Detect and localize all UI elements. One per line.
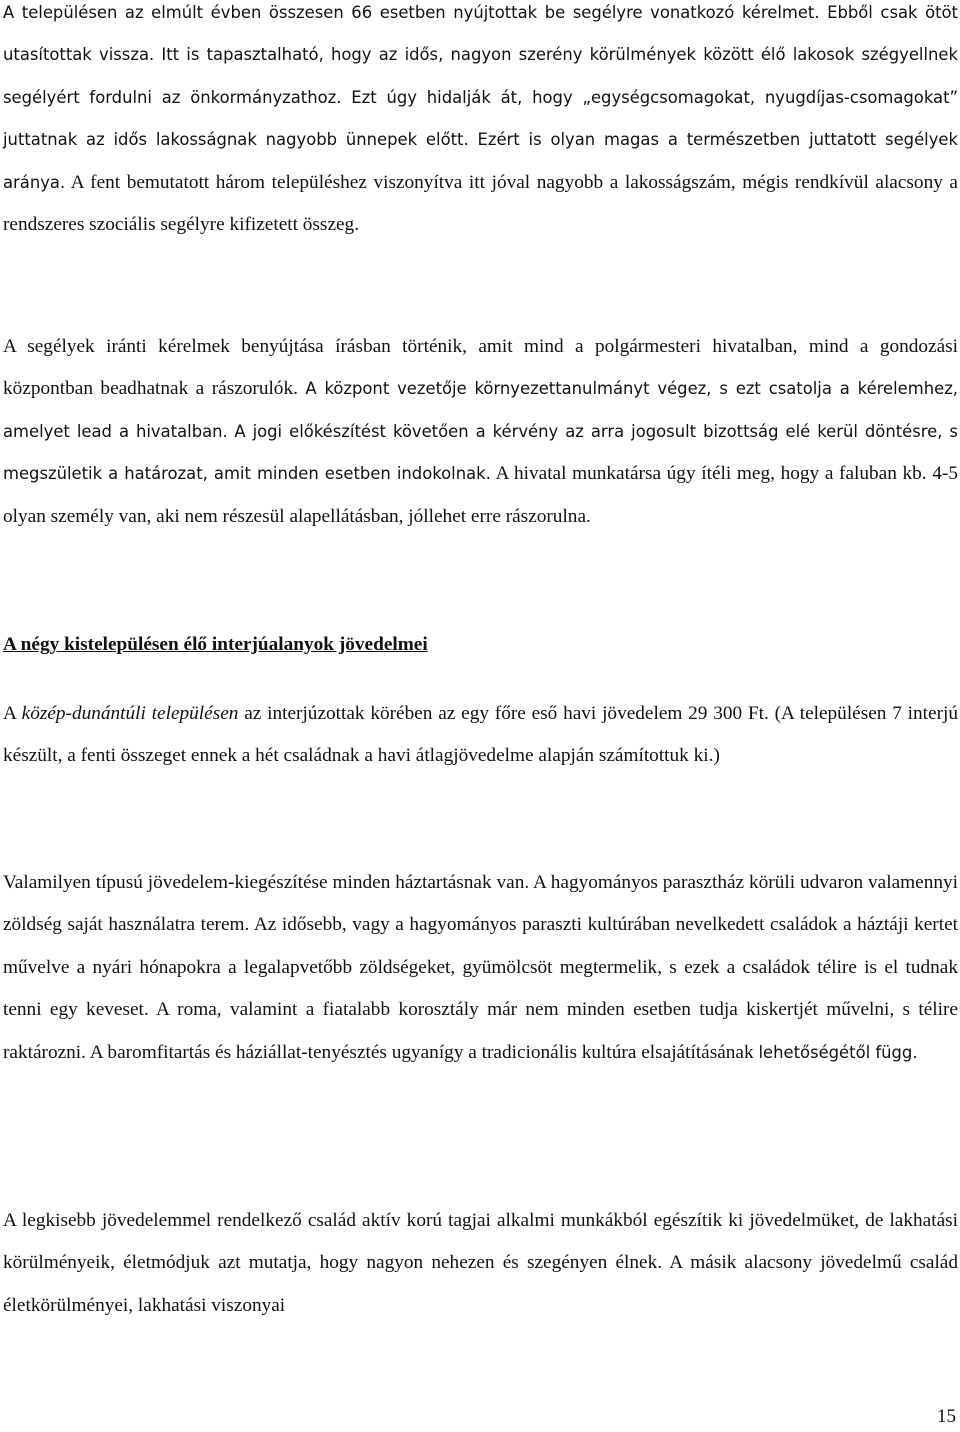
paragraph-kerelem-menete [3,326,958,538]
paragraph-kerelem-menete-a: A segélyek iránti kérelmek benyújtása írásban történik, amit mind a polgármesteri hivatalban, mind a gondozási központban beadhatnak a rászorulók. [3,336,958,400]
page-number: 15 [937,1406,956,1427]
paragraph-jovedelem-kiegeszites-c: Az idősebb, vagy a hagyományos paraszti kultúrában nevelkedett családok a háztáji kertet művelve a nyári hónapokra a legalapvetőbb zöldségeket, gyümölcsöt megtermelik, s ezek a családok télire is el tudnak tenni egy keveset. [3,914,958,1021]
paragraph-kerelem-menete-b: A központ vezetője környezettanulmányt végez, s ezt csatolja a kérelemhez, amelyet lead a hivatalban. [3,379,959,441]
paragraph-segely-kerelmek-text: A településen az elmúlt évben összesen 66 esetben nyújtottak be segélyre vonatkozó kérelmet. Ebből csak ötöt utasítottak vissza. Itt is tapasztalható, hogy az idős, nagyon szerény körülmények között élő lakosok szégyellnek segélyért fordulni az önkormányzathoz. Ezt úgy hidalják át, hogy „egységcsomagokat, nyugdíjas-csomagokat” juttatnak az idős lakosságnak nagyobb ünnepek előtt. Ezért is olyan magas a természetben juttatott segélyek aránya. [3,3,958,192]
paragraph-legkisebb-jovedelem: A legkisebb jövedelemmel rendelkező család aktív korú tagjai alkalmi munkákból egészítik ki jövedelmüket, de lakhatási körülményeik, életmódjuk azt mutatja, hogy nagyon nehezen és szegényen élnek. A másik alacsony jövedelmű család életkörülményei, lakhatási viszonyai [3,1210,958,1316]
paragraph-jovedelem-kiegeszites-e: A baromfitartás és háziállat-tenyésztés ugyanígy a tradicionális kultúra elsajátításának [89,1041,754,1063]
paragraph-kozep-dunantuli [3,693,958,778]
paragraph-kerelem-menete-c: A jogi előkészítést követően a kérvény az arra jogosult bizottság elé kerül döntésre, s megszületik a határozat, amit minden esetben indokolnak. [3,421,958,484]
paragraph-jovedelem-kiegeszites-a: Valamilyen típusú jövedelem-kiegészítése minden háztartásnak van. [3,872,530,893]
paragraph-kerelem-menete-d: A hivatal munkatársa úgy ítéli meg, hogy a faluban kb. 4-5 olyan személy van, aki nem részesül alapellátásban, jóllehet erre rászorulna. [3,463,958,527]
paragraph-segely-kerelmek [3,0,958,246]
paragraph-kozep-dunantuli-post: az interjúzottak körében az egy főre eső havi jövedelem 29 300 Ft. (A településen 7 interjú készült, a fenti összeget ennek a hét családnak a havi átlagjövedelme alapján számítottuk ki.) [3,703,958,767]
paragraph-kozep-dunantuli-pre: A [3,703,22,724]
paragraph-jovedelem-kiegeszites-b: A hagyományos parasztház körüli udvaron valamennyi zöldség saját használatra terem. [3,872,958,936]
paragraph-jovedelem-kiegeszites [3,862,958,1074]
paragraph-jovedelem-kiegeszites-f: lehetőségétől függ. [758,1042,918,1062]
section-heading: A négy kistelepülésen élő interjúalanyok jövedelmei [3,634,428,655]
paragraph-kozep-dunantuli-em: közép-dunántúli településen [21,703,239,724]
paragraph-jovedelem-kiegeszites-d: A roma, valamint a fiatalabb korosztály már nem minden esetben tudja kiskertjét művelni, s télire raktározni. [3,999,958,1063]
paragraph-segely-kerelmek-tail: A fent bemutatott három településhez viszonyítva itt jóval nagyobb a lakosságszám, mégis rendkívül alacsony a rendszeres szociális segélyre kifizetett összeg. [3,171,958,236]
